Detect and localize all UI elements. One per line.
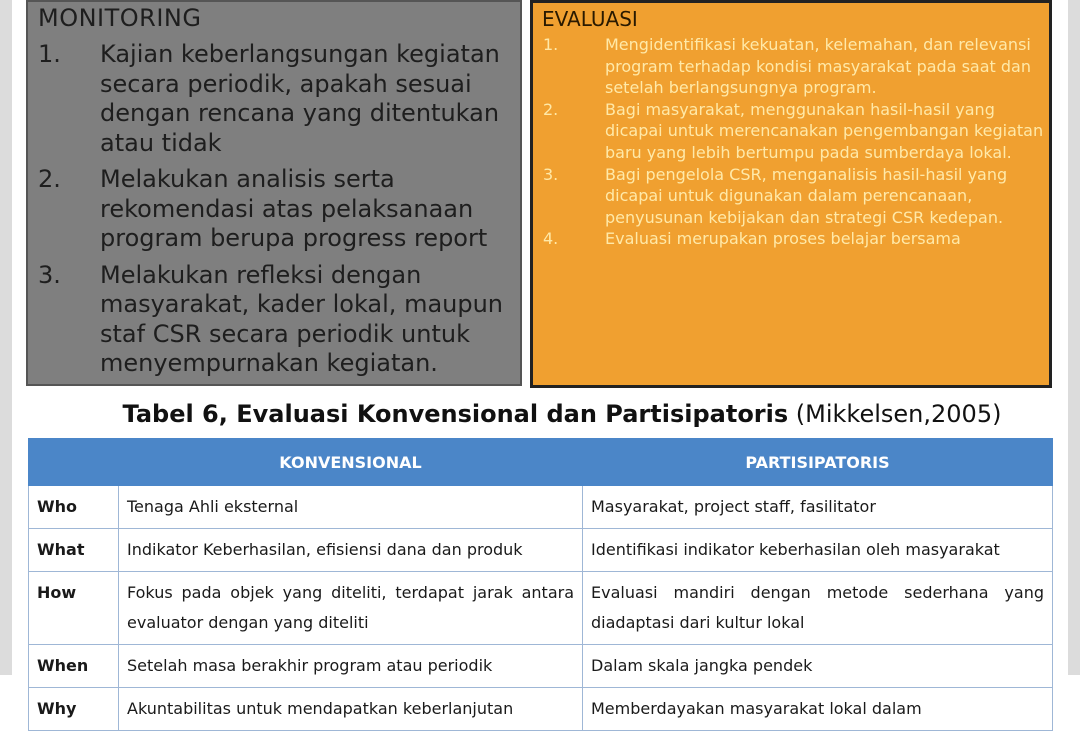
header-cell-konvensional: KONVENSIONAL	[119, 439, 583, 486]
table-row	[29, 572, 1053, 645]
row-label: How	[29, 572, 119, 645]
header-cell-empty	[29, 439, 119, 486]
monitoring-item-text: Melakukan refleksi dengan masyarakat, kader lokal, maupun staf CSR secara periodik untuk menyempurnakan kegiatan.	[100, 260, 504, 377]
evaluasi-item-number: 1.	[543, 35, 559, 54]
header-cell-partisipatoris: PARTISIPATORIS	[583, 439, 1053, 486]
monitoring-box	[26, 0, 522, 386]
cell-konvensional: Indikator Keberhasilan, efisiensi dana dan produk	[119, 529, 583, 572]
evaluasi-item-text: Mengidentifikasi kekuatan, kelemahan, dan relevansi program terhadap kondisi masyarakat pada saat dan setelah berlangsungnya program.	[605, 35, 1031, 98]
row-label: Who	[29, 486, 119, 529]
table-caption-source: (Mikkelsen,2005)	[788, 400, 1002, 428]
frame-left-border	[0, 0, 12, 675]
monitoring-item-text: Kajian keberlangsungan kegiatan secara periodik, apakah sesuai dengan rencana yang ditentukan atau tidak	[100, 40, 500, 157]
cell-konvensional: Fokus pada objek yang diteliti, terdapat jarak antara evaluator dengan yang diteliti	[119, 572, 583, 645]
evaluasi-box	[530, 0, 1052, 388]
cell-partisipatoris: Dalam skala jangka pendek	[583, 645, 1053, 688]
row-label: When	[29, 645, 119, 688]
evaluasi-item-number: 3.	[543, 164, 559, 184]
evaluasi-list	[543, 34, 1045, 250]
cell-partisipatoris: Evaluasi mandiri dengan metode sederhana yang diadaptasi dari kultur lokal	[583, 572, 1053, 645]
cell-konvensional: Akuntabilitas untuk mendapatkan keberlanjutan	[119, 688, 583, 731]
evaluation-comparison-table	[28, 438, 1053, 731]
evaluasi-item	[543, 34, 1045, 99]
cell-partisipatoris: Identifikasi indikator keberhasilan oleh masyarakat	[583, 529, 1053, 572]
evaluasi-item-text: Bagi masyarakat, menggunakan hasil-hasil yang dicapai untuk merencanakan pengembangan kegiatan baru yang lebih bertumpu pada sumberdaya lokal.	[605, 99, 1044, 162]
table-row	[29, 529, 1053, 572]
table-caption	[0, 400, 1080, 428]
monitoring-item-number: 1.	[38, 40, 61, 68]
row-label: Why	[29, 688, 119, 731]
monitoring-item	[38, 261, 518, 379]
evaluasi-item	[543, 99, 1045, 164]
table-row	[29, 645, 1053, 688]
evaluasi-item	[543, 228, 1045, 250]
cell-konvensional: Setelah masa berakhir program atau periodik	[119, 645, 583, 688]
cell-partisipatoris: Memberdayakan masyarakat lokal dalam	[583, 688, 1053, 731]
table-row	[29, 688, 1053, 731]
monitoring-item	[38, 40, 518, 158]
monitoring-item-number: 3.	[38, 260, 61, 289]
evaluasi-title: EVALUASI	[542, 7, 638, 31]
table-row	[29, 486, 1053, 529]
evaluasi-item	[543, 164, 1045, 229]
cell-konvensional: Tenaga Ahli eksternal	[119, 486, 583, 529]
evaluasi-item-number: 4.	[543, 229, 559, 249]
evaluasi-item-number: 2.	[543, 99, 559, 119]
monitoring-item	[38, 165, 518, 254]
table-caption-title: Tabel 6, Evaluasi Konvensional dan Partisipatoris	[122, 400, 789, 428]
monitoring-item-number: 2.	[38, 165, 61, 193]
table-header-row	[29, 439, 1053, 486]
monitoring-list	[38, 40, 518, 386]
frame-right-border	[1068, 0, 1080, 675]
row-label: What	[29, 529, 119, 572]
monitoring-item-text: Melakukan analisis serta rekomendasi atas pelaksanaan program berupa progress report	[100, 165, 488, 252]
evaluasi-item-text: Bagi pengelola CSR, menganalisis hasil-hasil yang dicapai untuk digunakan dalam perencanaan, penyusunan kebijakan dan strategi CSR kedepan.	[605, 164, 1008, 227]
monitoring-title: MONITORING	[38, 4, 202, 32]
evaluasi-item-text: Evaluasi merupakan proses belajar bersama	[605, 229, 961, 249]
cell-partisipatoris: Masyarakat, project staff, fasilitator	[583, 486, 1053, 529]
